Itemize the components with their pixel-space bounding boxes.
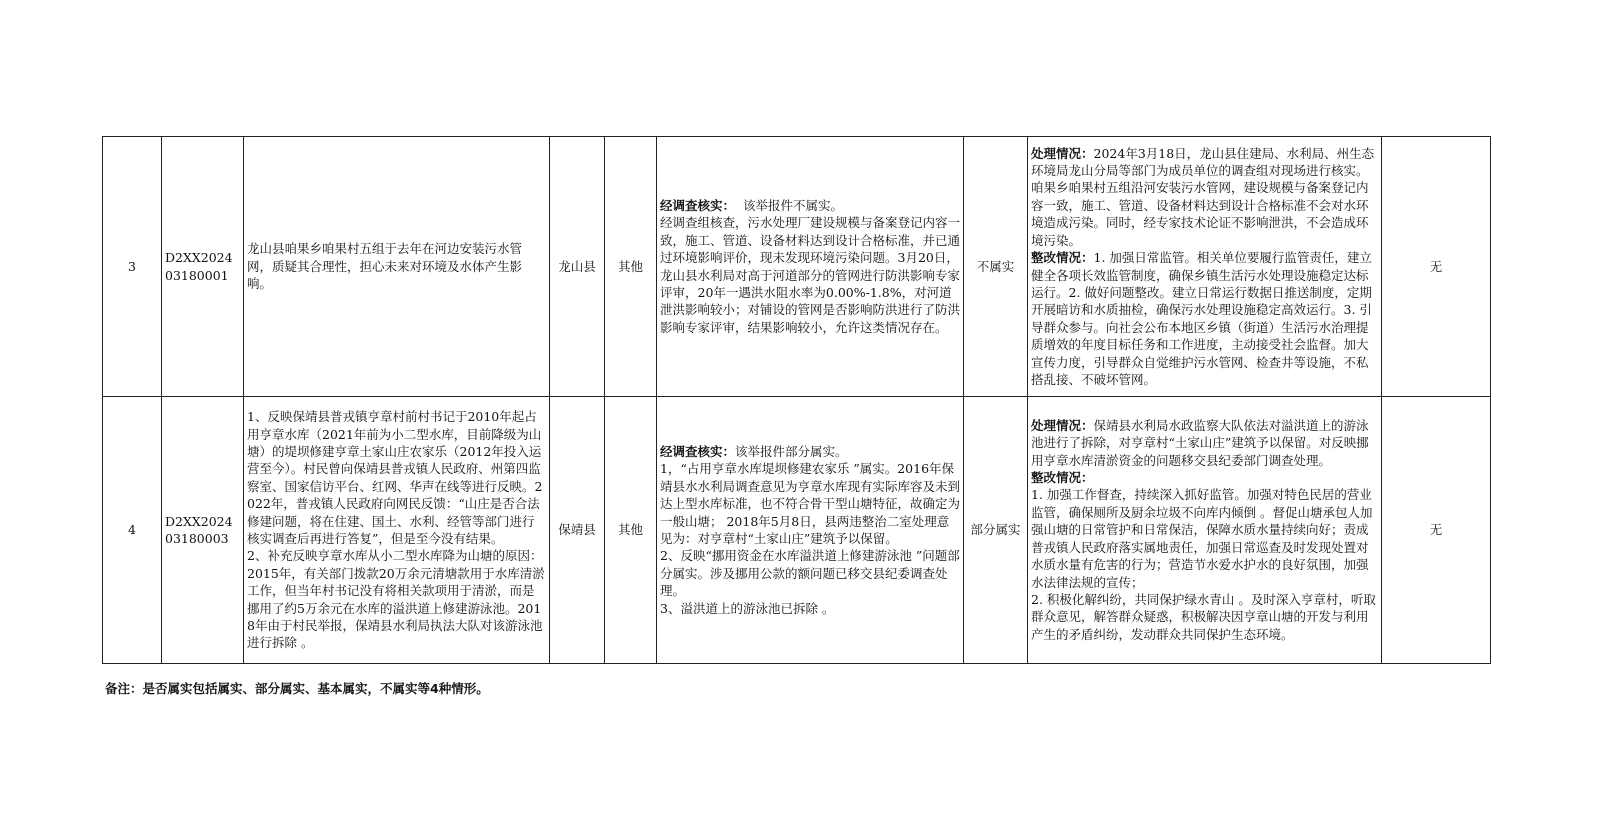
result-label: 经调查核实： (660, 197, 736, 213)
handling-label: 处理情况： (1031, 145, 1094, 161)
verdict-cell: 部分属实 (964, 397, 1028, 664)
handling-cell (1028, 397, 1382, 664)
rectification-item: 2. 积极化解纠纷，共同保护绿水青山 。及时深入亨章村，听取群众意见，解答群众疑惑，积极解决因亨章山塘的开发与利用产生的矛盾纠纷，发动群众共同保护生态环境。 (1031, 591, 1376, 642)
result-line: 经调查组核查，污水处理厂建设规模与备案登记内容一致，施工、管道、设备材料达到设计合格标准，并已通过环境影响评价，现未发现环境污染问题。3月20日，龙山县水利局对高于河道部分的管网进行防洪影响专家评审，20年一遇洪水阻水率为0.00%-1.8%，对河道泄洪影响较小；对铺设的管网是否影响防洪进行了防洪影响专家评审，结果影响较小，允许这类情况存在。 (660, 215, 961, 335)
handling-label: 处理情况： (1031, 417, 1094, 433)
result-head: 该举报件部分属实。 (735, 443, 848, 459)
seq-cell: 3 (103, 137, 162, 397)
table-row (103, 137, 1491, 397)
complaint-content-cell (244, 397, 550, 664)
rectification-item: 1. 加强工作督查，持续深入抓好监管。加强对特色民居的营业监管，确保厕所及厨余垃圾不向库内倾倒 。督促山塘承包人加强山塘的日常管护和日常保洁，保障水质水量持续向好；责成普戎镇人民政府落实属地责任，加强日常巡查及时发现处置对水质水量有危害的行为；营造节水爱水护水的良好氛围，加强水法律法规的宣传； (1031, 487, 1373, 590)
table-row (103, 397, 1491, 664)
district-cell: 龙山县 (550, 137, 605, 397)
district-cell: 保靖县 (550, 397, 605, 664)
category-cell: 其他 (605, 397, 657, 664)
content-paragraph: 1、反映保靖县普戎镇亨章村前村书记于2010年起占用亨章水库（2021年前为小二型水库，目前降级为山塘）的堤坝修建亨章土家山庄农家乐（2012年投入运营至今）。村民曾向保靖县普戎镇人民政府、州第四监察室、国家信访平台、红网、华声在线等进行反映。2022年，普戎镇人民政府向网民反馈：“山庄是否合法修建问题，将在住建、国土、水利、经管等部门进行核实调查后再进行答复”，但是至今没有结果。 (247, 409, 543, 546)
result-line: 2、反映“挪用资金在水库溢洪道上修建游泳池 ”问题部分属实。涉及挪用公款的额问题已移交县纪委调查处理。 (660, 548, 960, 599)
result-line: 1，“占用亨章水库堤坝修建农家乐 ”属实。2016年保靖县水水利局调查意见为亨章水库现有实际库容及未到达上型水库标准，也不符合骨干型山塘特征，故确定为一般山塘； 2018年5月8日，县两违整治二室处理意见为：对亨章村“土家山庄”建筑予以保留。 (660, 461, 961, 546)
investigation-result-cell (657, 137, 964, 397)
handling-text: 2024年3月18日，龙山县住建局、水利局、州生态环境局龙山分局等部门为成员单位的调查组对现场进行核实。咱果乡咱果村五组沿河安装污水管网，建设规模与备案登记内容一致，施工、管道、设备材料达到设计合格标准不会对水环境造成污染。同时，经专家技术论证不影响泄洪，不会造成环境污染。 (1031, 145, 1375, 248)
seq-cell: 4 (103, 397, 162, 664)
result-label: 经调查核实： (660, 443, 736, 459)
rectification-label: 整改情况： (1031, 470, 1094, 486)
accountability-cell: 无 (1382, 397, 1491, 664)
result-head: 该举报件不属实。 (735, 197, 843, 213)
handling-text: 保靖县水利局水政监察大队依法对溢洪道上的游泳池进行了拆除，对亨章村“土家山庄”建筑予以保留。对反映挪用亨章水库清淤资金的问题移交县纪委部门调查处理。 (1031, 417, 1369, 468)
verdict-cell: 不属实 (964, 137, 1028, 397)
accountability-cell: 无 (1382, 137, 1491, 397)
result-line: 3、溢洪道上的游泳池已拆除 。 (660, 600, 835, 616)
complaints-table (102, 136, 1491, 664)
footnote: 备注：是否属实包括属实、部分属实、基本属实，不属实等4种情形。 (105, 681, 489, 696)
category-cell: 其他 (605, 137, 657, 397)
investigation-result-cell (657, 397, 964, 664)
rectification-text: 1. 加强日常监管。相关单位要履行监管责任，建立健全各项长效监管制度，确保乡镇生活污水处理设施稳定达标运行。2. 做好问题整改。建立日常运行数据日推送制度，定期开展暗访和水质抽检，确保污水处理设施稳定高效运行。3. 引导群众参与。向社会公布本地区乡镇（街道）生活污水治理提质增效的年度目标任务和工作进度，主动接受社会监督。加大宣传力度，引导群众自觉维护污水管网、检查井等设施，不私搭乱接、不破坏管网。 (1031, 250, 1372, 387)
complaint-content-cell: 龙山县咱果乡咱果村五组于去年在河边安装污水管网，质疑其合理性，担心未来对环境及水体产生影响。 (244, 137, 550, 397)
code-cell: D2XX202403180001 (162, 137, 244, 397)
rectification-label: 整改情况： (1031, 250, 1094, 266)
code-cell: D2XX202403180003 (162, 397, 244, 664)
content-paragraph: 2、补充反映亨章水库从小二型水库降为山塘的原因：2015年，有关部门拨款20万余元清塘款用于水库清淤工作，但当年村书记没有将相关款项用于清淤，而是挪用了约5万余元在水库的溢洪道上修建游泳池。2018年由于村民举报，保靖县水利局执法大队对该游泳池进行拆除 。 (247, 548, 545, 651)
handling-cell (1028, 137, 1382, 397)
